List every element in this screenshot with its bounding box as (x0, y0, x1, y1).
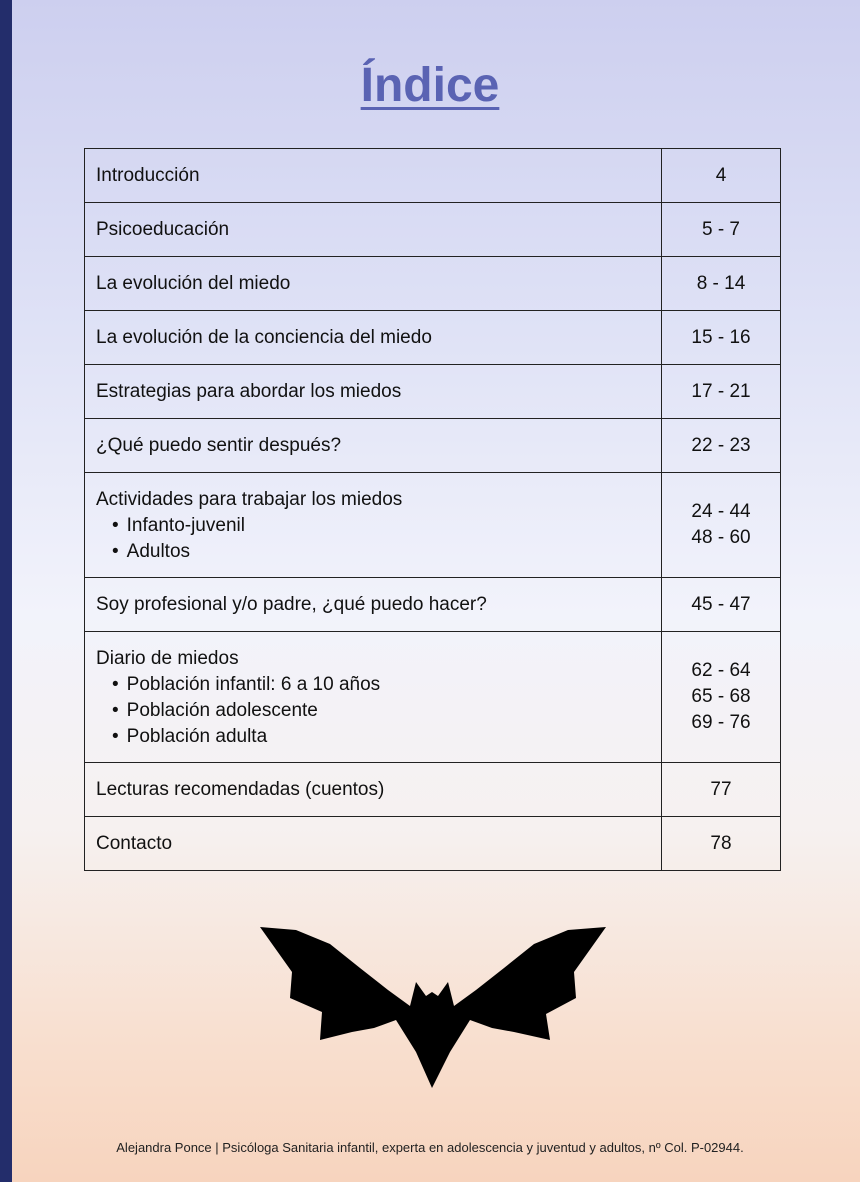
page-range: 4 (662, 149, 781, 203)
side-accent-bar (0, 0, 12, 1182)
page-range: 45 - 47 (662, 578, 781, 632)
bat-silhouette-icon (256, 924, 608, 1090)
section-title: Estrategias para abordar los miedos (85, 365, 662, 419)
footer-credit: Alejandra Ponce | Psicóloga Sanitaria infantil, experta en adolescencia y juventud y adultos, nº Col. P-02944. (116, 1140, 744, 1155)
section-title: La evolución del miedo (85, 257, 662, 311)
section-title: Contacto (85, 817, 662, 871)
page-range-cell (662, 473, 781, 578)
page-range: 15 - 16 (662, 311, 781, 365)
page-range: 62 - 64 (691, 660, 751, 681)
table-row (85, 149, 781, 203)
index-table (84, 148, 781, 871)
table-row (85, 203, 781, 257)
table-row (85, 365, 781, 419)
section-title: Soy profesional y/o padre, ¿qué puedo hacer? (85, 578, 662, 632)
page-range: 77 (662, 763, 781, 817)
section-title: Psicoeducación (85, 203, 662, 257)
section-cell (85, 473, 662, 578)
page-range: 5 - 7 (662, 203, 781, 257)
page-range: 8 - 14 (662, 257, 781, 311)
page-range: 22 - 23 (662, 419, 781, 473)
table-row (85, 632, 781, 763)
subsection-item: • Infanto-juvenil (96, 513, 650, 539)
page-range: 69 - 76 (691, 712, 751, 733)
page-range: 48 - 60 (691, 527, 751, 548)
page-range: 65 - 68 (691, 686, 751, 707)
page-range: 78 (662, 817, 781, 871)
subsection-item: • Población adulta (96, 724, 650, 750)
table-row (85, 311, 781, 365)
table-row (85, 817, 781, 871)
subsection-item: • Adultos (96, 539, 650, 565)
table-row (85, 419, 781, 473)
section-title: Actividades para trabajar los miedos (96, 489, 403, 510)
subsection-item: • Población infantil: 6 a 10 años (96, 672, 650, 698)
section-cell (85, 632, 662, 763)
page-range-cell (662, 632, 781, 763)
section-title: ¿Qué puedo sentir después? (85, 419, 662, 473)
section-title: Lecturas recomendadas (cuentos) (85, 763, 662, 817)
table-row (85, 473, 781, 578)
table-row (85, 763, 781, 817)
section-title: Introducción (85, 149, 662, 203)
page-range: 17 - 21 (662, 365, 781, 419)
subsection-item: • Población adolescente (96, 698, 650, 724)
table-row (85, 257, 781, 311)
section-title: La evolución de la conciencia del miedo (85, 311, 662, 365)
table-row (85, 578, 781, 632)
page-title: Índice (360, 59, 500, 112)
page-range: 24 - 44 (691, 501, 751, 522)
section-title: Diario de miedos (96, 648, 239, 669)
